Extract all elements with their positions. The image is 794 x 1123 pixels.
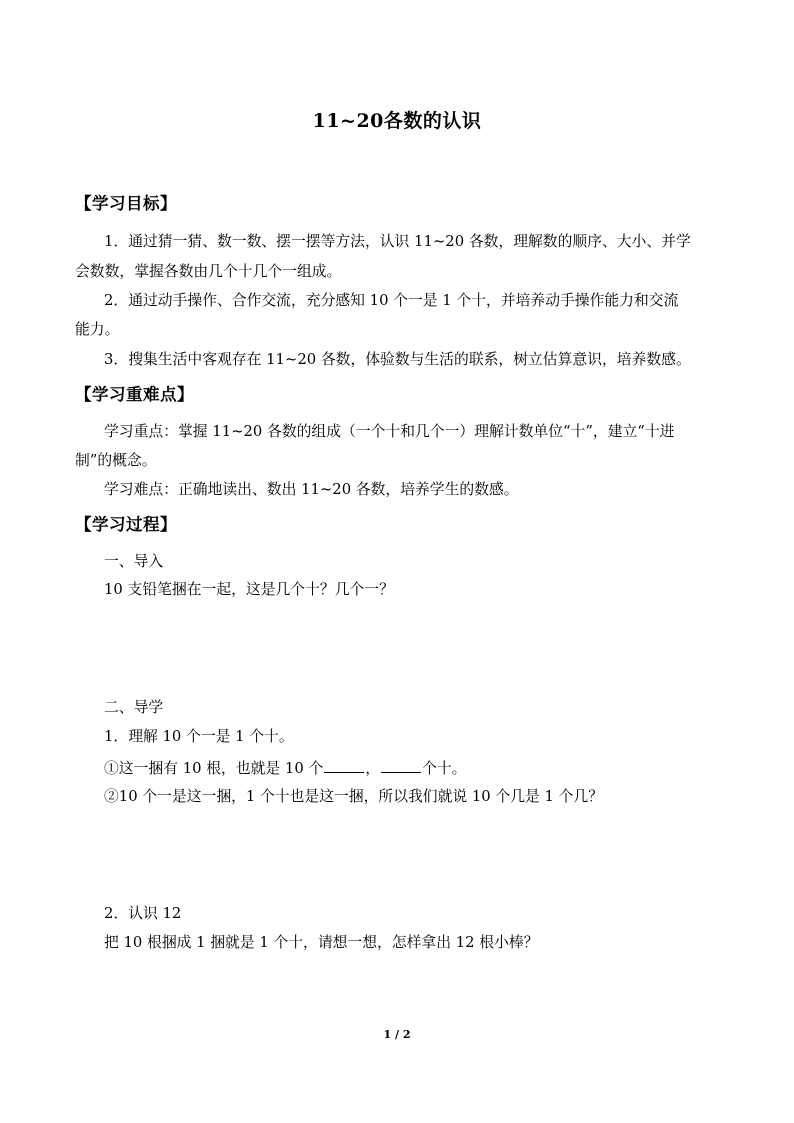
item1-title: 1．理解 10 个一是 1 个十。 [104,728,294,745]
intro-title: 一、导入 [104,553,164,570]
intro-question: 10 支铅笔捆在一起，这是几个十？几个一？ [104,581,394,598]
item1-question-1-part-a: ①这一捆有 10 根，也就是 10 个 [104,760,324,777]
goals-line-3: 2．通过动手操作、合作交流，充分感知 10 个一是 1 个十，并培养动手操作能力和交流 [104,292,679,309]
goals-line-5: 3．搜集生活中客观存在 11~20 各数，体验数与生活的联系，树立估算意识，培养数感。 [104,351,691,368]
item1-question-1 [104,757,466,779]
goals-line-2: 会数数，掌握各数由几个十几个一组成。 [75,263,342,280]
item1-question-2: ②10 个一是这一捆，1 个十也是这一捆，所以我们就说 10 个几是 1 个几？ [104,788,604,805]
key-points-heading: 【学习重难点】 [75,385,194,404]
goals-heading: 【学习目标】 [75,194,177,213]
guide-title: 二、导学 [104,699,164,716]
item2-question: 把 10 根捆成 1 捆就是 1 个十，请想一想，怎样拿出 12 根小棒？ [104,934,539,951]
goals-line-1: 1．通过猜一猜、数一数、摆一摆等方法，认识 11~20 各数，理解数的顺序、大小、并学 [104,233,691,250]
goals-line-4: 能力。 [75,321,120,338]
key-points-line-1: 学习重点：掌握 11~20 各数的组成（一个十和几个一）理解计数单位“十”，建立“十进 [104,423,675,440]
process-heading: 【学习过程】 [75,515,177,534]
item2-title: 2．认识 12 [104,905,182,922]
item1-question-1-part-c: 个十。 [422,760,467,777]
key-points-line-2: 制”的概念。 [75,452,157,469]
document-title: 11~20各数的认识 [312,110,482,132]
answer-blank-2[interactable] [381,757,421,773]
page-number: 1 / 2 [383,1028,411,1041]
item1-question-1-part-b: ， [365,760,381,777]
key-points-line-3: 学习难点：正确地读出、数出 11~20 各数，培养学生的数感。 [104,481,519,498]
answer-blank-1[interactable] [324,757,364,773]
